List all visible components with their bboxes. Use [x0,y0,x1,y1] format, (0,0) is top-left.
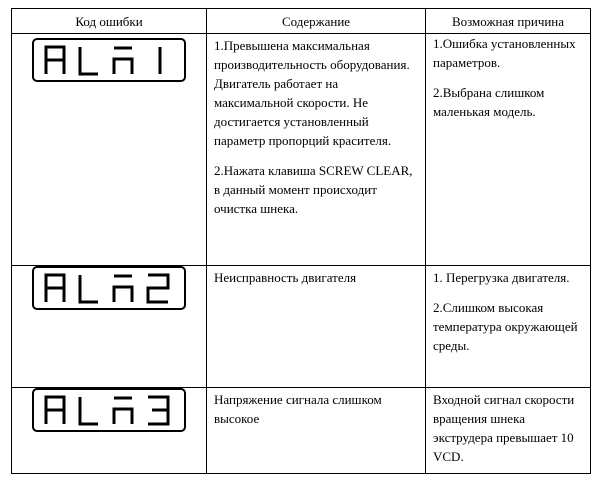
cause-cell [426,388,591,474]
content-paragraph: 1.Превышена максимальная производительность оборудования. Двигатель работает на максимальной скорости. Не достигается установленный параметр пропорций красителя. [214,38,410,148]
content-cell [207,388,426,474]
cause-paragraph: 2.Выбрана слишком маленькая модель. [433,85,545,119]
table-row [12,388,591,474]
cause-cell [426,266,591,388]
content-paragraph: Неисправность двигателя [214,270,357,285]
table-header-row [12,9,591,34]
table-row [12,34,591,266]
header-cause: Возможная причина [426,9,591,34]
seven-segment-display-alm2 [32,266,186,310]
cause-paragraph: 1. Перегрузка двигателя. [433,270,570,285]
error-code-table [11,8,591,474]
cause-paragraph: Входной сигнал скорости вращения шнека экструдера превышает 10 VCD. [433,392,575,464]
table-row [12,266,591,388]
cause-cell [426,34,591,266]
segment-digits [42,394,176,426]
header-content: Содержание [207,9,426,34]
seven-segment-display-alm3 [32,388,186,432]
header-code: Код ошибки [12,9,207,34]
segment-digits [42,44,176,76]
error-code-cell [12,388,207,474]
segment-digits [42,272,176,304]
cause-paragraph: 2.Слишком высокая температура окружающей среды. [433,300,578,353]
content-paragraph: Напряжение сигнала слишком высокое [214,392,382,426]
content-cell [207,34,426,266]
cause-paragraph: 1.Ошибка установленных параметров. [433,36,576,70]
seven-segment-display-alm1 [32,38,186,82]
error-code-cell [12,266,207,388]
error-code-cell [12,34,207,266]
content-paragraph: 2.Нажата клавиша SCREW CLEAR, в данный момент происходит очистка шнека. [214,163,413,216]
content-cell [207,266,426,388]
